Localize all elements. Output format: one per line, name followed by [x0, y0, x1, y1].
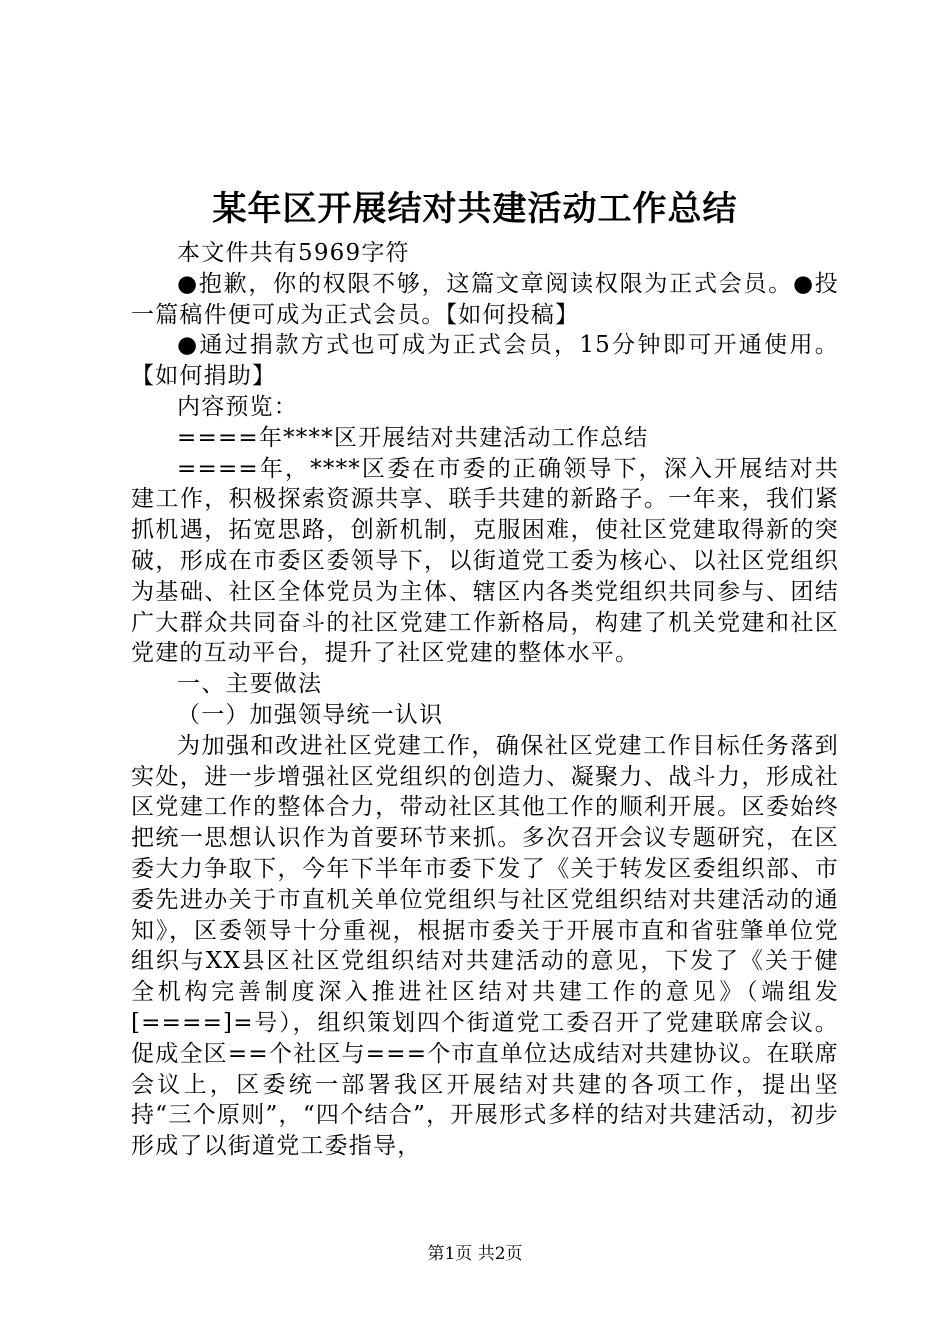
body-paragraph: ====年，****区委在市委的正确领导下，深入开展结对共建工作，积极探索资源共享、联手共建的新路子。一年来，我们紧抓机遇，拓宽思路，创新机制，克服困难，使社区党建取得新的突破，形成在市委区委领导下，以街道党工委为核心、以社区党组织为基础、社区全体党员为主体、辖区内各类党组织共同参与、团结广大群众共同奋斗的社区党建工作新格局，构建了机关党建和社区党建的互动平台，提升了社区党建的整体水平。 — [131, 455, 839, 667]
preview-label: 内容预览： — [177, 393, 298, 420]
subsection-heading: （一）加强领导统一认识 — [177, 701, 444, 728]
donation-notice: ●通过捐款方式也可成为正式会员，15分钟即可开通使用。【如何捐助】 — [131, 332, 839, 390]
body-paragraph: 为加强和改进社区党建工作，确保社区党建工作目标任务落到实处，进一步增强社区党组织的创造力、凝聚力、战斗力，形成社区党建工作的整体合力，带动社区其他工作的顺利开展。区委始终把统一思想认识作为首要环节来抓。多次召开会议专题研究，在区委大力争取下，今年下半年市委下发了《关于转发区委组织部、市委先进办关于市直机关单位党组织与社区党组织结对共建活动的通知》，区委领导十分重视，根据市委关于开展市直和省驻肇单位党组织与XX县区社区党组织结对共建活动的意见，下发了《关于健全机构完善制度深入推进社区结对共建工作的意见》（端组发[====]=号），组织策划四个街道党工委召开了党建联席会议。促成全区==个社区与===个市直单位达成结对共建协议。在联席会议上，区委统一部署我区开展结对共建的各项工作，提出坚持“三个原则”，“四个结合”，开展形式多样的结对共建活动，初步形成了以街道党工委指导， — [131, 732, 839, 1160]
document-body — [131, 238, 839, 1162]
document-title: 某年区开展结对共建活动工作总结 — [212, 189, 738, 229]
section-heading: 一、主要做法 — [177, 671, 323, 698]
permission-notice: ●抱歉，你的权限不够，这篇文章阅读权限为正式会员。●投一篇稿件便可成为正式会员。【如何投稿】 — [131, 270, 839, 328]
char-count-line: 本文件共有5969字符 — [177, 240, 410, 266]
page-footer: 第1页 共2页 — [427, 1244, 523, 1264]
content-subtitle: ====年****区开展结对共建活动工作总结 — [177, 424, 649, 451]
